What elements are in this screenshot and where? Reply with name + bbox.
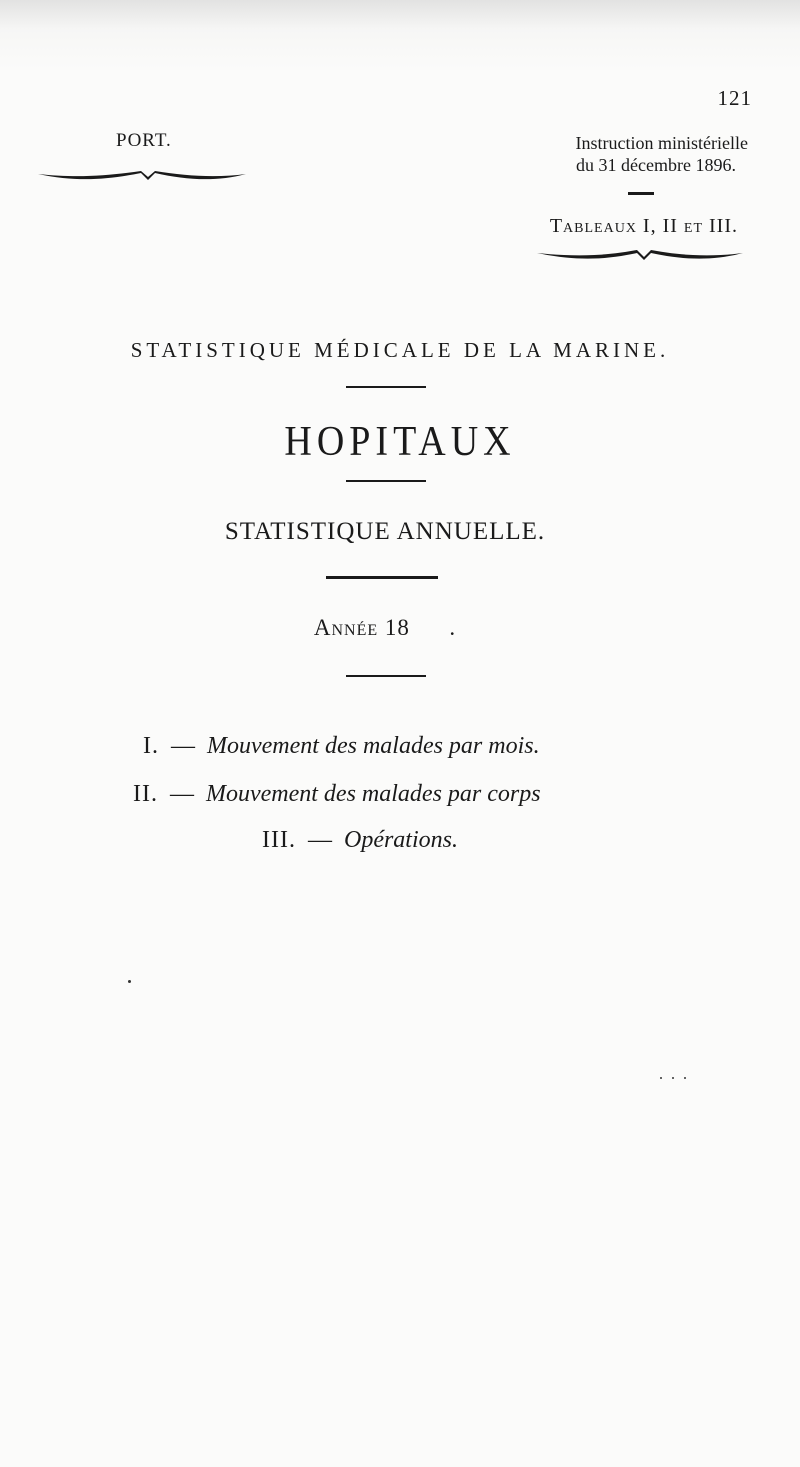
paper-speck [128, 980, 131, 983]
divider-rule [346, 386, 426, 388]
year-label: Année [313, 615, 379, 640]
contents-item-number: II. [133, 781, 158, 807]
short-dash-divider [628, 192, 654, 195]
instruction-line-1: Instruction ministérielle [575, 133, 748, 153]
main-title: HOPITAUX [284, 418, 516, 466]
contents-item-number: III. [262, 827, 296, 853]
tableaux-label: Tableaux I, II et III. [549, 215, 738, 237]
instruction-reference [576, 132, 748, 176]
contents-item-dash: — [307, 827, 332, 853]
paper-speck [672, 1077, 674, 1079]
ornamental-swash-right [535, 248, 745, 266]
instruction-line-2: du 31 décembre 1896. [576, 155, 736, 175]
contents-item-text: Opérations. [343, 827, 458, 853]
paper-speck [660, 1077, 662, 1079]
divider-rule [346, 480, 426, 482]
ornamental-swash-left [36, 168, 248, 186]
contents-item-dash: — [169, 781, 194, 807]
subtitle-statistique-annuelle: STATISTIQUE ANNUELLE. [224, 518, 546, 545]
contents-item-text: Mouvement des malades par corps [205, 781, 541, 807]
year-line [0, 615, 770, 641]
contents-item [143, 733, 540, 760]
contents-item [262, 827, 458, 854]
divider-rule [326, 576, 438, 579]
contents-item-dash: — [171, 733, 195, 759]
page-number: 121 [717, 86, 752, 110]
contents-item [133, 781, 541, 808]
year-blank: . [449, 615, 457, 640]
subtitle-statistique-medicale: STATISTIQUE MÉDICALE DE LA MARINE. [130, 338, 670, 362]
contents-item-number: I. [143, 733, 159, 759]
paper-speck [684, 1077, 686, 1079]
port-label: PORT. [116, 130, 172, 151]
year-value: 18 [384, 615, 410, 640]
contents-item-text: Mouvement des malades par mois. [207, 733, 540, 759]
divider-rule [346, 675, 426, 677]
